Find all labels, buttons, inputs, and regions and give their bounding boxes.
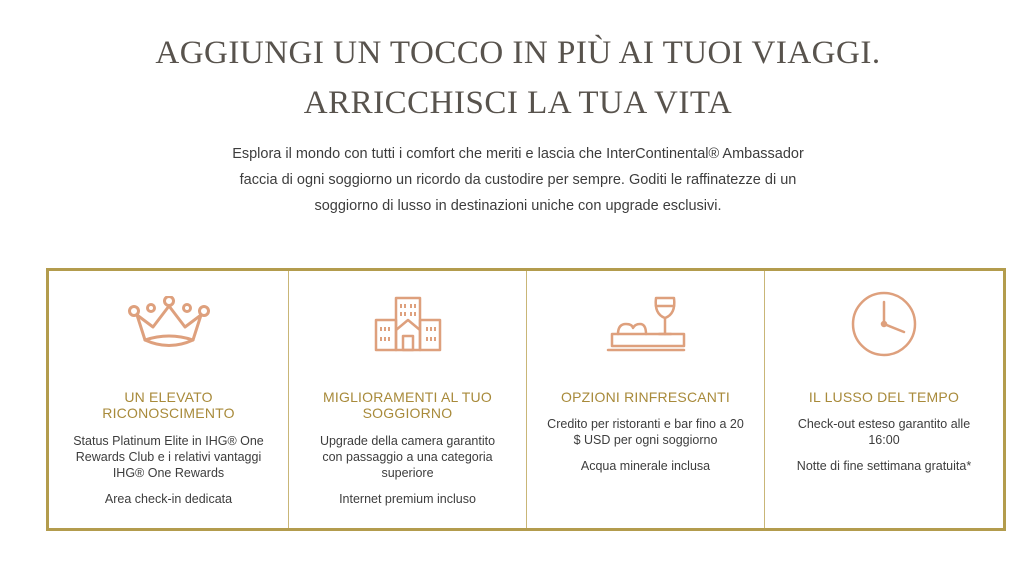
benefit-item: Notte di fine settimana gratuita*	[796, 459, 972, 473]
headline-line-1: AGGIUNGI UN TOCCO IN PIÙ AI TUOI VIAGGI.	[155, 35, 881, 71]
benefit-title: MIGLIORAMENTI AL TUO SOGGIORNO	[323, 389, 492, 421]
hotel-building-icon	[289, 291, 526, 357]
benefit-item: Internet premium incluso	[339, 492, 476, 506]
intro-text: Esplora il mondo con tutti i comfort che meriti e lascia che InterContinental® Ambassador faccia di ogni soggiorno un ricordo da custodire per sempre. Goditi le raffinatezze di un soggiorno di lusso in destinazioni uniche con upgrade esclusivi.	[232, 146, 804, 214]
benefit-item: Check-out esteso garantito alle 16:00	[797, 417, 971, 447]
benefit-item: Credito per ristoranti e bar fino a 20 $ USD per ogni soggiorno	[547, 417, 744, 447]
benefit-item: Upgrade della camera garantito con passaggio a una categoria superiore	[319, 434, 496, 480]
benefit-item: Acqua minerale inclusa	[580, 459, 711, 473]
benefit-title: IL LUSSO DEL TEMPO	[808, 389, 960, 405]
benefit-card-time	[765, 271, 1003, 528]
benefit-card-stay	[289, 271, 527, 528]
benefit-card-dining	[527, 271, 765, 528]
benefit-item: Status Platinum Elite in IHG® One Rewards Club e i relativi vantaggi IHG® One Rewards	[73, 434, 264, 480]
headline-line-2: ARRICCHISCI LA TUA VITA	[303, 85, 733, 121]
page-headline	[0, 28, 1036, 128]
benefit-item: Area check-in dedicata	[104, 492, 233, 506]
benefit-card-recognition	[49, 271, 289, 528]
benefits-panel	[46, 268, 1006, 531]
benefit-title: UN ELEVATO RICONOSCIMENTO	[102, 389, 235, 421]
food-and-wine-icon	[527, 291, 764, 357]
crown-icon	[49, 291, 288, 357]
clock-icon	[765, 291, 1003, 357]
benefit-title: OPZIONI RINFRESCANTI	[561, 389, 730, 405]
